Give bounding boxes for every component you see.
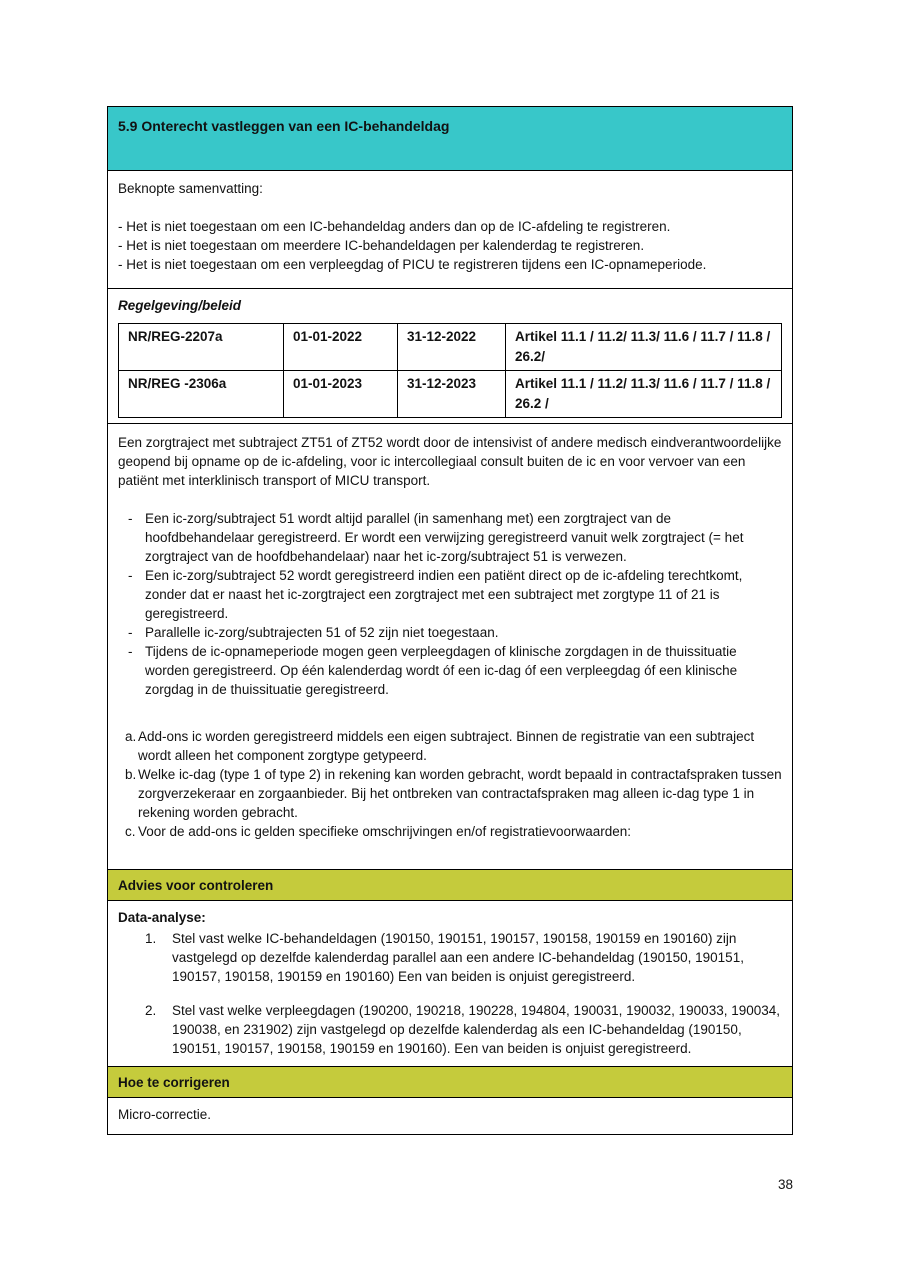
bullet-text: Een ic-zorg/subtraject 52 wordt geregistreerd indien een patiënt direct op de ic-afdeling terechtkomt, zonder dat er naast het ic-zorgtraject een zorgtraject met een subtraject met zorgtype 11 of 21 is geregistreerd. [145,568,743,621]
bullet-marker: - [128,644,133,659]
advice-bar-label: Advies voor controleren [118,878,274,893]
regulation-end-cell: 31-12-2022 [398,324,506,371]
section-title: 5.9 Onterecht vastleggen van een IC-behandeldag [118,118,450,134]
list-item [118,509,782,566]
regulation-articles-cell: Artikel 11.1 / 11.2/ 11.3/ 11.6 / 11.7 / 11.8 / 26.2 / [506,371,782,418]
regulation-start-cell: 01-01-2022 [284,324,398,371]
table-row [119,324,782,371]
bullet-marker: - [128,568,133,583]
advice-bar [107,869,793,901]
letter-text: Welke ic-dag (type 1 of type 2) in rekening kan worden gebracht, wordt bepaald in contractafspraken tussen zorgverzekeraar en zorgaanbieder. Bij het ontbreken van contractafspraken mag alleen ic-dag type 1 in rekening worden gebracht. [138,767,782,820]
table-row [119,371,782,418]
step-text: Stel vast welke IC-behandeldagen (190150, 190151, 190157, 190158, 190159 en 190160) zijn vastgelegd op dezelfde kalenderdag parallel aan een andere IC-behandeldag (190150, 190151, 190157, 190158, 190159 en 190160) Een van beiden is onjuist geregistreerd. [172,931,744,984]
analysis-label: Data-analyse: [118,910,206,925]
analysis-step [118,929,782,986]
document-container [107,107,793,1135]
letter-marker: c. [125,824,136,839]
step-number: 1. [145,931,157,946]
list-item [118,765,782,822]
summary-box [107,170,793,289]
regulation-end-cell: 31-12-2023 [398,371,506,418]
regulation-start-cell: 01-01-2023 [284,371,398,418]
regulation-table [118,323,782,418]
summary-item: - Het is niet toegestaan om meerdere IC-behandeldagen per kalenderdag te registreren. [118,238,645,253]
summary-item: - Het is niet toegestaan om een IC-behandeldag anders dan op de IC-afdeling te registreren. [118,219,671,234]
summary-item: - Het is niet toegestaan om een verpleegdag of PICU te registreren tijdens een IC-opnameperiode. [118,257,707,272]
list-item [118,642,782,699]
regulation-label: Regelgeving/beleid [118,298,242,313]
bullet-list [118,509,782,699]
letter-marker: b. [125,767,137,782]
correction-box [107,1097,793,1135]
summary-label: Beknopte samenvatting: [118,181,263,196]
bullet-text: Tijdens de ic-opnameperiode mogen geen verpleegdagen of klinische zorgdagen in de thuissituatie worden geregistreerd. Op één kalenderdag wordt óf een ic-dag óf een verpleegdag óf een klinische zorgdag in de thuissituatie geregistreerd. [145,644,738,697]
regulation-code-cell: NR/REG-2207a [119,324,284,371]
list-item [118,566,782,623]
analysis-step [118,1001,782,1058]
correction-bar [107,1066,793,1098]
list-item [118,623,782,642]
lettered-list [118,727,782,841]
letter-text: Add-ons ic worden geregistreerd middels een eigen subtraject. Binnen de registratie van een subtraject wordt alleen het component zorgtype getypeerd. [138,729,755,763]
section-header [107,106,793,171]
regulation-articles-cell: Artikel 11.1 / 11.2/ 11.3/ 11.6 / 11.7 / 11.8 / 26.2/ [506,324,782,371]
page-number: 38 [777,1177,793,1192]
list-item [118,727,782,765]
bullet-marker: - [128,511,133,526]
bullet-text: Een ic-zorg/subtraject 51 wordt altijd parallel (in samenhang met) een zorgtraject van de hoofdbehandelaar geregistreerd. Er wordt een verwijzing geregistreerd vanuit welk zorgtraject (= het zorgtraject van de hoofdbehandelaar) naar het ic-zorg/subtraject 51 is verwezen. [145,511,744,564]
body-box [107,423,793,870]
correction-bar-label: Hoe te corrigeren [118,1075,230,1090]
bullet-marker: - [128,625,133,640]
regulation-box [107,288,793,424]
bullet-text: Parallelle ic-zorg/subtrajecten 51 of 52 zijn niet toegestaan. [145,625,499,640]
regulation-code-cell: NR/REG -2306a [119,371,284,418]
correction-text: Micro-correctie. [118,1107,212,1122]
letter-marker: a. [125,729,137,744]
analysis-box [107,900,793,1067]
body-intro: Een zorgtraject met subtraject ZT51 of ZT52 wordt door de intensivist of andere medisch eindverantwoordelijke geopend bij opname op de ic-afdeling, voor ic intercollegiaal consult buiten de ic en voor vervoer van een patiënt met interklinisch transport of MICU transport. [118,435,782,488]
list-item [118,822,782,841]
step-number: 2. [145,1003,157,1018]
step-text: Stel vast welke verpleegdagen (190200, 190218, 190228, 194804, 190031, 190032, 190033, 190034, 190038, en 231902) zijn vastgelegd op dezelfde kalenderdag als een IC-behandeldag (190150, 190151, 190157, 190158, 190159 en 190160). Een van beiden is onjuist geregistreerd. [172,1003,781,1056]
letter-text: Voor de add-ons ic gelden specifieke omschrijvingen en/of registratievoorwaarden: [138,824,632,839]
